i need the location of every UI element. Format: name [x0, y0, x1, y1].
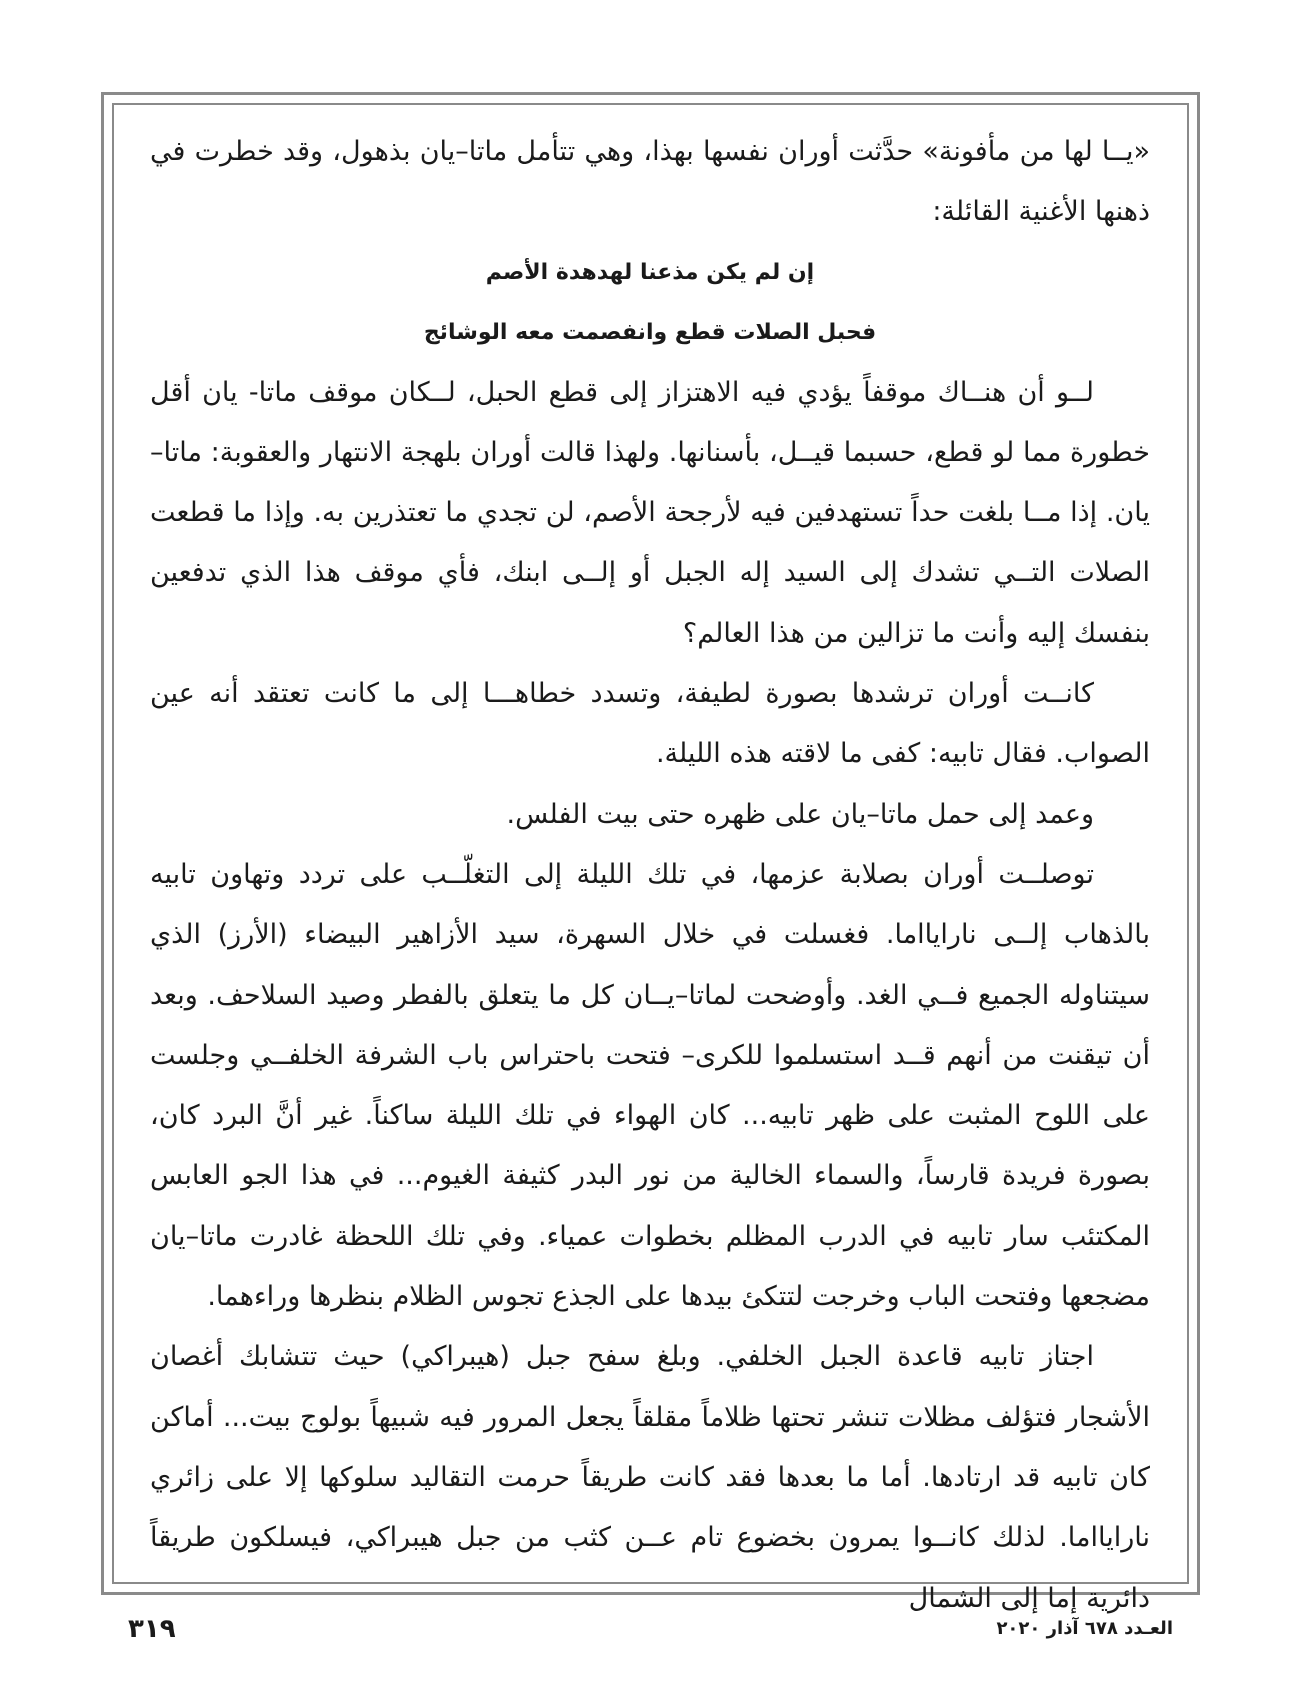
page-number: ٣١٩	[128, 1614, 176, 1644]
verse-line-1: إن لم يكن مذعنا لهدهدة الأصم	[485, 259, 815, 285]
verse-line-2: فحبل الصلات قطع وانفصمت معه الوشائج	[423, 319, 877, 345]
issue-info: العـدد ٦٧٨ آذار ٢٠٢٠	[996, 1618, 1173, 1639]
paragraph-5: اجتاز تابيه قاعدة الجبل الخلفي. وبلغ سفح جبل (هيبراكي) حيث تتشابك أغصان الأشجار فتؤلف مظلات تنشر تحتها ظلاماً مقلقاً يجعل المرور فيه شبيهاً بولوج بيت... أماكن كان تابيه قد ارتادها. أما ما بعدها فقد كانت طريقاً حرمت التقاليد سلوكها إلا على زائري نارايااما. لذلك كانــوا يمرون بخضوع تام عــن كثب من جبل هيبراكي، فيسلكون طريقاً دائرية إما إلى الشمال	[150, 1341, 1150, 1614]
paragraph-3: وعمد إلى حمل ماتا–يان على ظهره حتى بيت الفلس.	[506, 798, 1094, 830]
page-footer	[0, 1614, 1301, 1654]
paragraph-4: توصلــت أوران بصلابة عزمها، في تلك الليلة إلى التغلّــب على تردد وتهاون تابيه بالذهاب إلــى نارايااما. فغسلت في خلال السهرة، سيد الأزاهير البيضاء (الأرز) الذي سيتناوله الجميع فــي الغد. وأوضحت لماتا–يــان كل ما يتعلق بالفطر وصيد السلاحف. وبعد أن تيقنت من أنهم قــد استسلموا للكرى– فتحت باحتراس باب الشرفة الخلفــي وجلست على اللوح المثبت على ظهر تابيه... كان الهواء في تلك الليلة ساكناً. غير أنَّ البرد كان، بصورة فريدة قارساً، والسماء الخالية من نور البدر كثيفة الغيوم... في هذا الجو العابس المكتئب سار تابيه في الدرب المظلم بخطوات عمياء. وفي تلك اللحظة غادرت ماتا–يان مضجعها وفتحت الباب وخرجت لتتكئ بيدها على الجذع تجوس الظلام بنظرها وراءهما.	[150, 858, 1150, 1313]
opening-paragraph: «يــا لها من مأفونة» حدَّثت أوران نفسها بهذا، وهي تتأمل ماتا–يان بذهول، وقد خطرت في ذهنها الأغنية القائلة:	[150, 136, 1150, 228]
paragraph-2: كانــت أوران ترشدها بصورة لطيفة، وتسدد خطاهـــا إلى ما كانت تعتقد أنه عين الصواب. فقال تابيه: كفى ما لاقته هذه الليلة.	[150, 678, 1150, 770]
article-body	[150, 122, 1150, 1629]
paragraph-1: لــو أن هنــاك موقفاً يؤدي فيه الاهتزاز إلى قطع الحبل، لــكان موقف ماتا- يان أقل خطورة مما لو قطع، حسبما قيــل، بأسنانها. ولهذا قالت أوران بلهجة الانتهار والعقوبة: ماتا–يان. إذا مــا بلغت حداً تستهدفين فيه لأرجحة الأصم، لن تجدي ما تعتذرين به. وإذا ما قطعت الصلات التــي تشدك إلى السيد إله الجبل أو إلــى ابنك، فأي موقف هذا الذي تدفعين بنفسك إليه وأنت ما تزالين من هذا العالم؟	[150, 376, 1150, 649]
